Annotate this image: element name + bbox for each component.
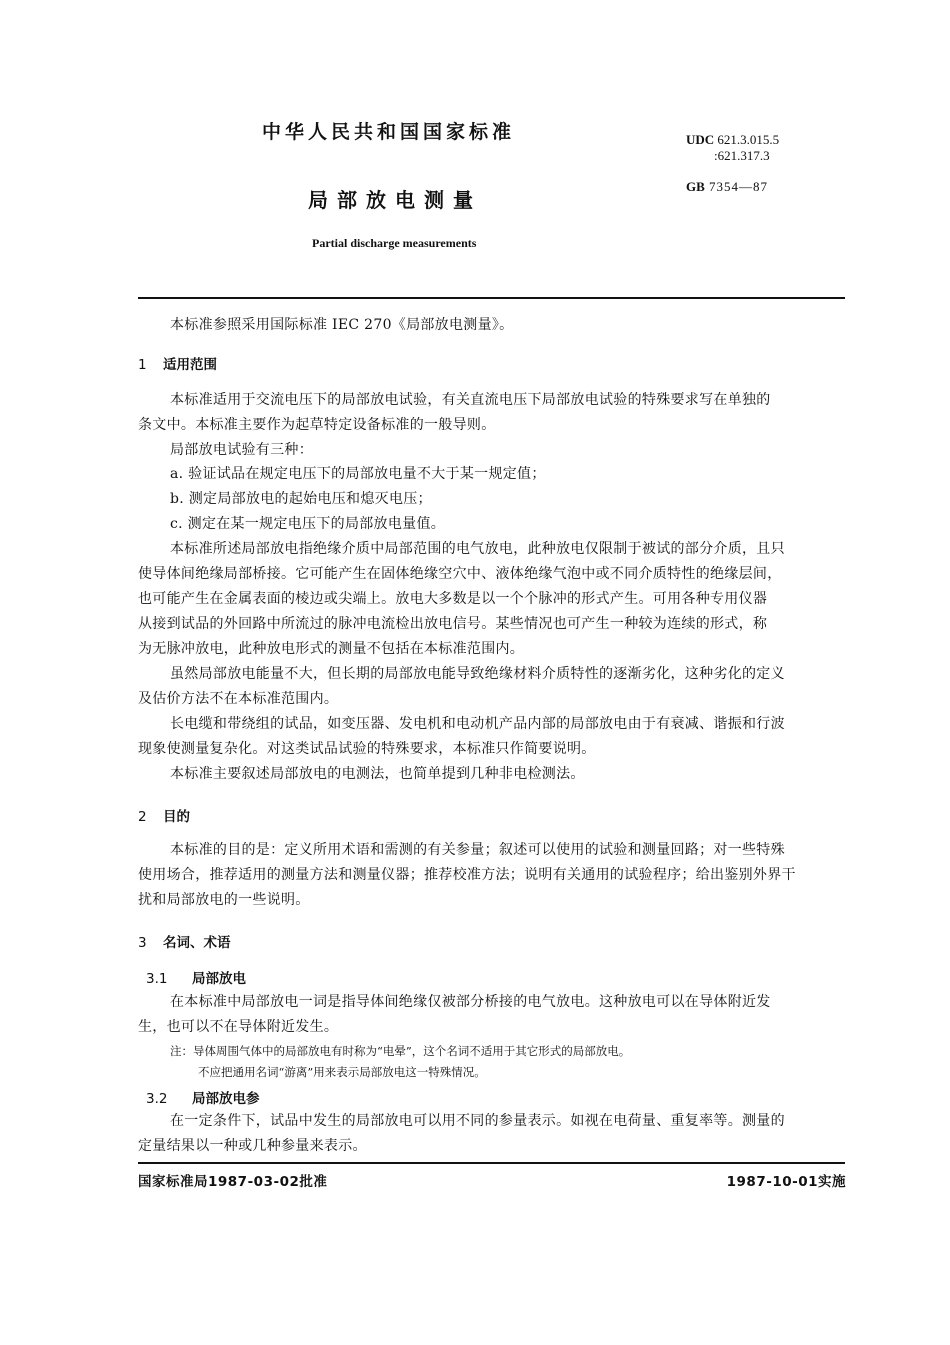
section-2-heading xyxy=(138,805,190,825)
paragraph-line: 长电缆和带绕组的试品，如变压器、发电机和电动机产品内部的局部放电由于有衰减、谐振和行波 xyxy=(170,716,785,732)
paragraph-line: 本标准的目的是：定义所用术语和需测的有关参量；叙述可以使用的试验和测量回路；对一些特殊 xyxy=(170,842,785,858)
intro-text: 本标准参照采用国际标准 IEC 270《局部放电测量》。 xyxy=(170,317,514,333)
paragraph-line: 局部放电试验有三种： xyxy=(170,442,313,458)
paragraph-line: 本标准主要叙述局部放电的电测法，也简单提到几种非电检测法。 xyxy=(170,766,585,782)
section-number: 2 xyxy=(138,809,147,825)
section-number: 1 xyxy=(138,357,147,373)
header-rule xyxy=(138,297,845,299)
paragraph-line: 使导体间绝缘局部桥接。它可能产生在固体绝缘空穴中、液体绝缘气泡中或不同介质特性的绝缘层间， xyxy=(138,566,782,582)
section-title: 目的 xyxy=(163,809,190,825)
udc-label: UDC xyxy=(686,132,715,147)
paragraph-line: 在一定条件下，试品中发生的局部放电可以用不同的参量表示。如视在电荷量、重复率等。测量的 xyxy=(170,1113,785,1129)
paragraph-line: 扰和局部放电的一些说明。 xyxy=(138,892,310,908)
subsection-3-1-heading xyxy=(146,967,246,987)
paragraph-line: 为无脉冲放电，此种放电形式的测量不包括在本标准范围内。 xyxy=(138,641,525,657)
paragraph-line: 条文中。本标准主要作为起草特定设备标准的一般导则。 xyxy=(138,417,496,433)
udc-line2: :621.317.3 xyxy=(714,148,770,163)
paragraph-line: 本标准适用于交流电压下的局部放电试验，有关直流电压下局部放电试验的特殊要求写在单独的 xyxy=(170,392,771,408)
list-item-c: c. 测定在某一规定电压下的局部放电量值。 xyxy=(170,516,446,532)
document-org: 中华人民共和国国家标准 xyxy=(262,121,516,143)
paragraph-line: 生，也可以不在导体附近发生。 xyxy=(138,1019,339,1035)
gb-code xyxy=(686,179,768,195)
paragraph-line: 从接到试品的外回路中所流过的脉冲电流检出放电信号。某些情况也可产生一种较为连续的形式，称 xyxy=(138,616,768,632)
subsection-number: 3.1 xyxy=(146,971,168,987)
section-title: 适用范围 xyxy=(163,357,217,373)
note-line: 注：导体周围气体中的局部放电有时称为“电晕”，这个名词不适用于其它形式的局部放电。 xyxy=(170,1044,631,1058)
list-item-b: b. 测定局部放电的起始电压和熄灭电压； xyxy=(170,491,432,507)
paragraph-line: 在本标准中局部放电一词是指导体间绝缘仅被部分桥接的电气放电。这种放电可以在导体附近发 xyxy=(170,994,771,1010)
gb-label: GB xyxy=(686,179,705,194)
paragraph-line: 使用场合，推荐适用的测量方法和测量仪器；推荐校准方法；说明有关通用的试验程序；给出鉴别外界干 xyxy=(138,867,796,883)
subsection-3-2-heading xyxy=(146,1087,260,1107)
list-item-a: a. 验证试品在规定电压下的局部放电量不大于某一规定值； xyxy=(170,466,546,482)
subsection-number: 3.2 xyxy=(146,1091,168,1107)
paragraph-line: 也可能产生在金属表面的棱边或尖端上。放电大多数是以一个个脉冲的形式产生。可用各种专用仪器 xyxy=(138,591,768,607)
section-1-heading xyxy=(138,353,217,373)
section-title: 名词、术语 xyxy=(163,935,231,951)
udc-code xyxy=(686,132,779,164)
subsection-title: 局部放电 xyxy=(192,971,246,987)
paragraph-line: 及估价方法不在本标准范围内。 xyxy=(138,691,339,707)
footer-rule xyxy=(138,1162,845,1164)
paragraph-line: 虽然局部放电能量不大，但长期的局部放电能导致绝缘材料介质特性的逐渐劣化，这种劣化的定义 xyxy=(170,666,785,682)
subsection-title: 局部放电参 xyxy=(192,1091,260,1107)
document-title-en: Partial discharge measurements xyxy=(312,236,477,250)
udc-line1: 621.3.015.5 xyxy=(717,132,780,147)
paragraph-line: 本标准所述局部放电指绝缘介质中局部范围的电气放电，此种放电仅限制于被试的部分介质，且只 xyxy=(170,541,785,557)
section-3-heading xyxy=(138,931,231,951)
note-line: 不应把通用名词“游离”用来表示局部放电这一特殊情况。 xyxy=(198,1065,486,1079)
effective-date: 1987-10-01实施 xyxy=(726,1174,846,1190)
section-number: 3 xyxy=(138,935,147,951)
gb-number: 7354—87 xyxy=(709,179,769,194)
paragraph-line: 现象使测量复杂化。对这类试品试验的特殊要求，本标准只作简要说明。 xyxy=(138,741,596,757)
document-title: 局部放电测量 xyxy=(308,188,482,212)
approval-date: 国家标准局1987-03-02批准 xyxy=(138,1174,328,1190)
paragraph-line: 定量结果以一种或几种参量来表示。 xyxy=(138,1138,367,1154)
